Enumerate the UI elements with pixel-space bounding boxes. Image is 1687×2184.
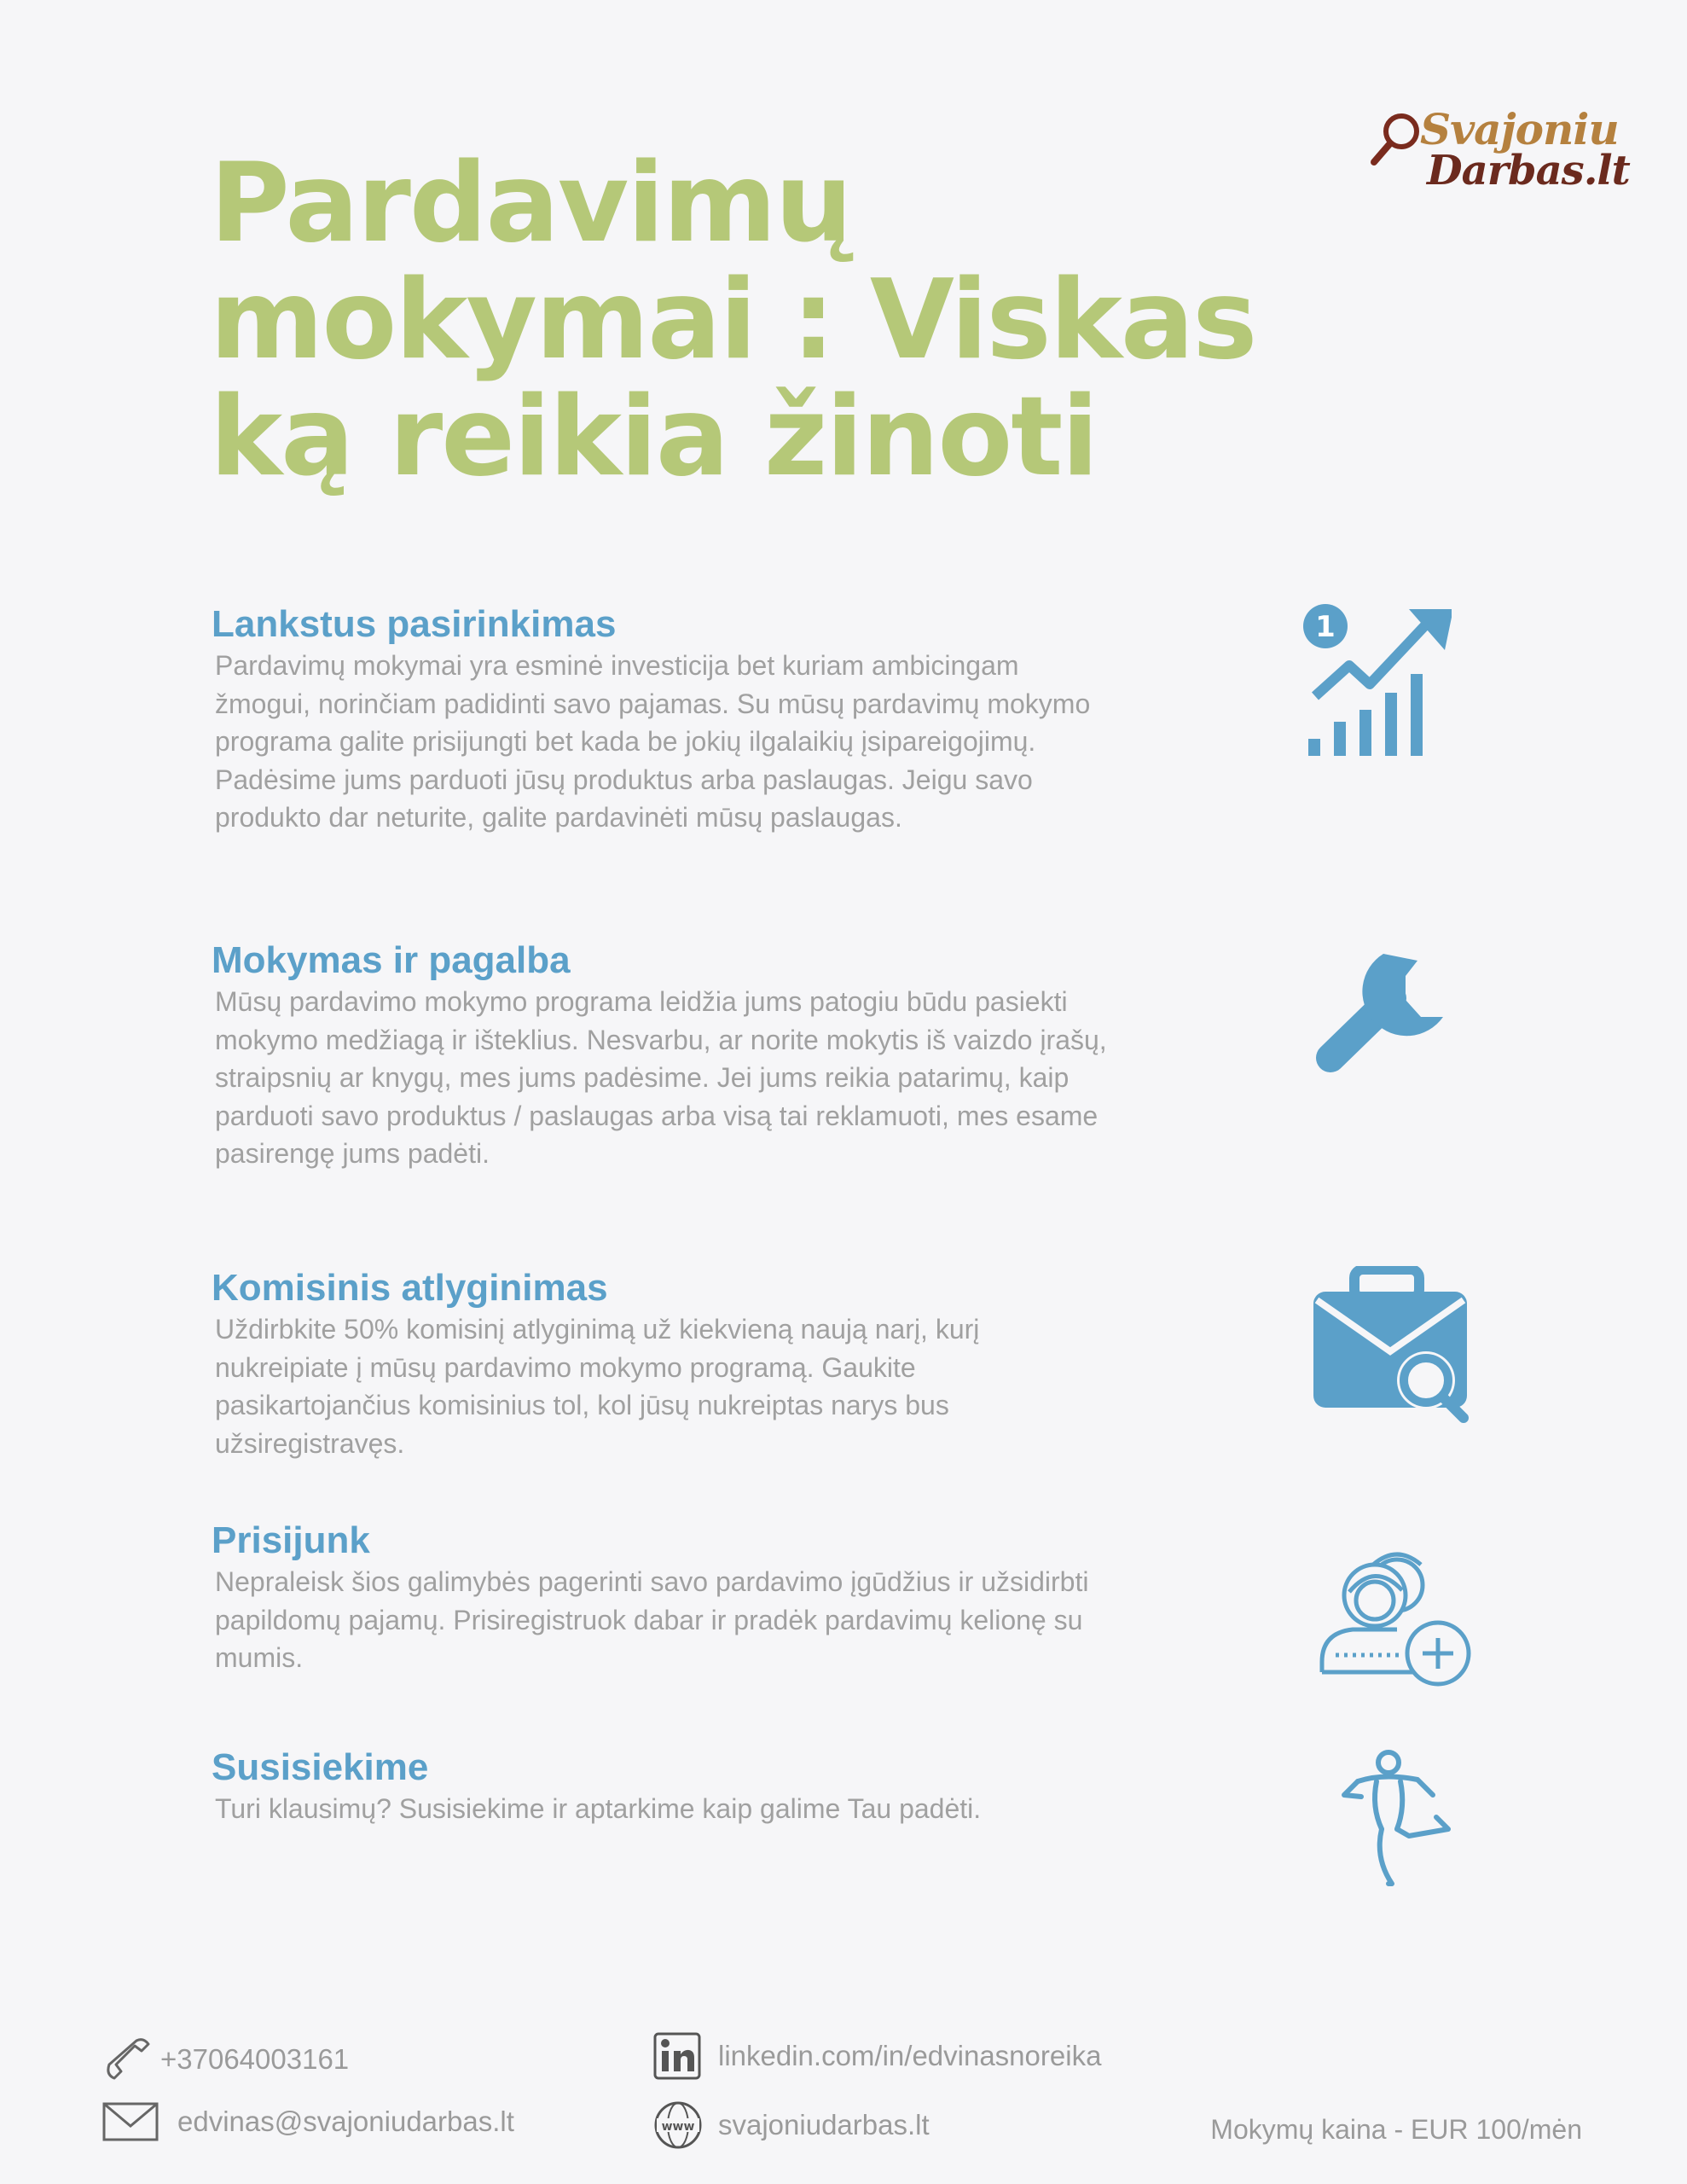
growth-chart-icon xyxy=(1298,602,1452,758)
globe-www-icon xyxy=(653,2100,703,2150)
linkedin-url: linkedin.com/in/edvinasnoreika xyxy=(718,2040,1102,2071)
section-heading: Komisinis atlyginimas xyxy=(212,1267,608,1309)
footer-linkedin[interactable] xyxy=(653,2032,1101,2080)
section-text: Nepraleisk šios galimybės pagerinti savo pardavimo įgūdžius ir užsidirbti papildomų pajamų. Prisiregistruok dabar ir pradėk pardavimų kelionę su mumis. xyxy=(215,1566,1089,1673)
phone-number: +37064003161 xyxy=(160,2043,350,2075)
section-text: Uždirbkite 50% komisinį atlyginimą už kiekvieną naują narį, kurį nukreipiate į mūsų pardavimo mokymo programą. Gaukite pasikartojančius komisinius tol, kol jūsų nukreiptas narys bus užsiregistravęs. xyxy=(215,1314,980,1459)
section-heading: Susisiekime xyxy=(212,1746,429,1788)
section-heading: Prisijunk xyxy=(212,1519,370,1561)
briefcase-search-icon xyxy=(1310,1266,1472,1425)
logo-line-1: Svajoniu xyxy=(1420,104,1619,154)
section-text: Pardavimų mokymai yra esminė investicija bet kuriam ambicingam žmogui, norinčiam padidinti savo pajamas. Su mūsų pardavimų mokymo programa galite prisijungti bet kada be jokių ilgalaikių įsipareigojimų. Padėsime jums parduoti jūsų produktus arba paslaugas. Jeigu savo produkto dar neturite, galite pardavinėti mūsų paslaugas. xyxy=(215,650,1091,833)
section-heading: Lankstus pasirinkimas xyxy=(212,603,617,645)
section-contact xyxy=(212,1745,1116,1828)
section-commission xyxy=(212,1266,1116,1462)
section-join xyxy=(212,1519,1116,1677)
linkedin-icon xyxy=(653,2032,701,2080)
section-heading: Mokymas ir pagalba xyxy=(212,939,571,981)
website-url: svajoniudarbas.lt xyxy=(718,2109,930,2140)
price-info: Mokymų kaina - EUR 100/mėn xyxy=(1210,2114,1582,2145)
wrench-icon xyxy=(1307,938,1457,1082)
section-training-support xyxy=(212,938,1116,1173)
mail-icon xyxy=(102,2102,159,2141)
footer-email[interactable] xyxy=(102,2102,514,2141)
add-user-icon xyxy=(1319,1548,1475,1689)
svg-text:www: www xyxy=(661,2120,695,2134)
section-text: Turi klausimų? Susisiekime ir aptarkime kaip galime Tau padėti. xyxy=(215,1793,982,1824)
page-title: Pardavimų mokymai : Viskas ką reikia žinoti xyxy=(210,140,1256,501)
logo-line-2: Darbas.lt xyxy=(1427,147,1630,195)
footer-website[interactable] xyxy=(653,2100,930,2150)
dancer-icon xyxy=(1341,1747,1457,1887)
phone-icon xyxy=(102,2036,154,2083)
svg-text:1: 1 xyxy=(1315,610,1336,644)
footer-phone[interactable] xyxy=(102,2036,349,2083)
email-address: edvinas@svajoniudarbas.lt xyxy=(177,2106,514,2137)
section-flexible-choice xyxy=(212,602,1116,837)
section-text: Mūsų pardavimo mokymo programa leidžia jums patogiu būdu pasiekti mokymo medžiagą ir išteklius. Nesvarbu, ar norite mokytis iš vaizdo įrašų, straipsnių ar knygų, mes jums padėsime. Jei jums reikia patarimų, kaip parduoti savo produktus / paslaugas arba visą tai reklamuoti, mes esame pasirengę jums padėti. xyxy=(215,986,1107,1169)
